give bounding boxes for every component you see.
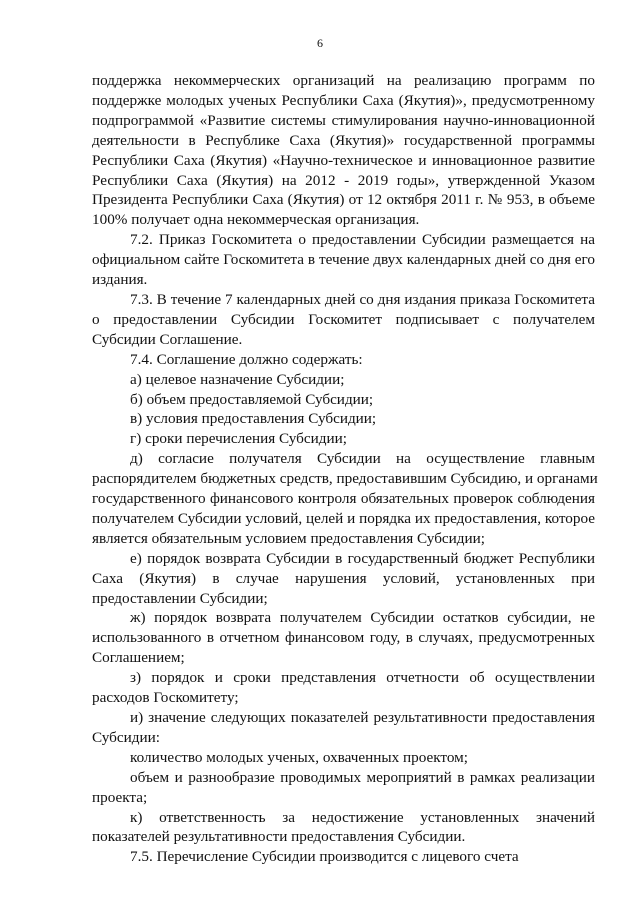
- text-line: Субсидии Соглашение.: [92, 330, 243, 348]
- text-line: з) порядок и сроки представления отчетности об осуществлении: [130, 669, 595, 687]
- text-line: Президента Республики Саха (Якутия) от 12 октября 2011 г. № 953, в объеме: [92, 191, 595, 209]
- text-line: 100% получает одна некоммерческая организация.: [92, 211, 420, 229]
- paragraph: [92, 370, 595, 390]
- text-line: и) значение следующих показателей результативности предоставления: [130, 709, 595, 726]
- text-line: Субсидии:: [92, 728, 160, 746]
- text-line: получателем Субсидии условий, целей и порядка их предоставления, которое: [92, 509, 595, 527]
- paragraph: [92, 71, 595, 230]
- text-line: Республики Саха (Якутия) на 2012 - 2019 годы», утвержденной Указом: [92, 171, 595, 189]
- text-line: о предоставлении Субсидии Госкомитет подписывает с получателем: [92, 310, 595, 328]
- text-line: деятельности в Республике Саха (Якутия)» государственной программы: [92, 131, 595, 149]
- paragraph: [92, 350, 595, 370]
- text-line: проекта;: [92, 788, 148, 806]
- paragraph: [92, 429, 595, 449]
- text-line: к) ответственность за недостижение установленных значений: [130, 808, 595, 826]
- text-line: поддержке молодых ученых Республики Саха (Якутия)», предусмотренному: [92, 91, 595, 109]
- text-line: г) сроки перечисления Субсидии;: [130, 430, 347, 448]
- page-number: 6: [317, 36, 323, 50]
- text-line: объем и разнообразие проводимых мероприятий в рамках реализации: [130, 768, 595, 786]
- text-line: использованного в отчетном финансовом году, в случаях, предусмотренных: [92, 629, 595, 647]
- text-line: издания.: [92, 271, 148, 289]
- paragraph: [92, 847, 595, 867]
- text-line: б) объем предоставляемой Субсидии;: [130, 390, 374, 408]
- paragraph: [92, 230, 595, 290]
- text-line: в) условия предоставления Субсидии;: [130, 410, 377, 428]
- text-line: официальном сайте Госкомитета в течение двух календарных дней со дня его: [92, 251, 595, 269]
- paragraph: [92, 808, 595, 848]
- paragraph: [92, 290, 595, 350]
- text-line: поддержка некоммерческих организаций на реализацию программ по: [92, 72, 595, 89]
- text-line: Саха (Якутия) в случае нарушения условий, установленных при: [92, 569, 595, 587]
- paragraph: [92, 608, 595, 668]
- text-line: ж) порядок возврата получателем Субсидии остатков субсидии, не: [130, 609, 595, 627]
- text-line: подпрограммой «Развитие системы стимулирования научно-инновационной: [92, 111, 595, 129]
- text-line: является обязательным условием предоставления Субсидии;: [92, 529, 485, 547]
- paragraph: [92, 409, 595, 429]
- paragraph: [92, 449, 598, 549]
- text-line: е) порядок возврата Субсидии в государственный бюджет Республики: [130, 549, 595, 567]
- text-line: показателей результативности предоставления Субсидии.: [92, 828, 466, 846]
- paragraph: [92, 748, 595, 768]
- text-line: а) целевое назначение Субсидии;: [130, 370, 345, 388]
- paragraph: [92, 668, 595, 708]
- text-line: количество молодых ученых, охваченных проектом;: [130, 748, 468, 766]
- text-line: 7.4. Соглашение должно содержать:: [130, 350, 363, 368]
- text-line: Соглашением;: [92, 649, 185, 667]
- paragraph: [92, 708, 595, 748]
- text-line: 7.5. Перечисление Субсидии производится с лицевого счета: [130, 848, 519, 866]
- paragraph: [92, 390, 595, 410]
- text-line: распорядителем бюджетных средств, предоставившим Субсидию, и органами: [92, 470, 598, 488]
- text-line: государственного финансового контроля обязательных проверок соблюдения: [92, 490, 595, 508]
- text-line: 7.2. Приказ Госкомитета о предоставлении Субсидии размещается на: [130, 231, 595, 249]
- paragraph: [92, 549, 595, 609]
- text-line: 7.3. В течение 7 календарных дней со дня издания приказа Госкомитета: [130, 290, 595, 308]
- text-line: расходов Госкомитету;: [92, 689, 239, 707]
- paragraph: [92, 768, 595, 808]
- text-line: предоставлении Субсидии;: [92, 589, 268, 607]
- text-line: Республики Саха (Якутия) «Научно-техническое и инновационное развитие: [92, 151, 595, 169]
- document-body: [92, 71, 598, 867]
- text-line: д) согласие получателя Субсидии на осуществление главным: [130, 450, 595, 468]
